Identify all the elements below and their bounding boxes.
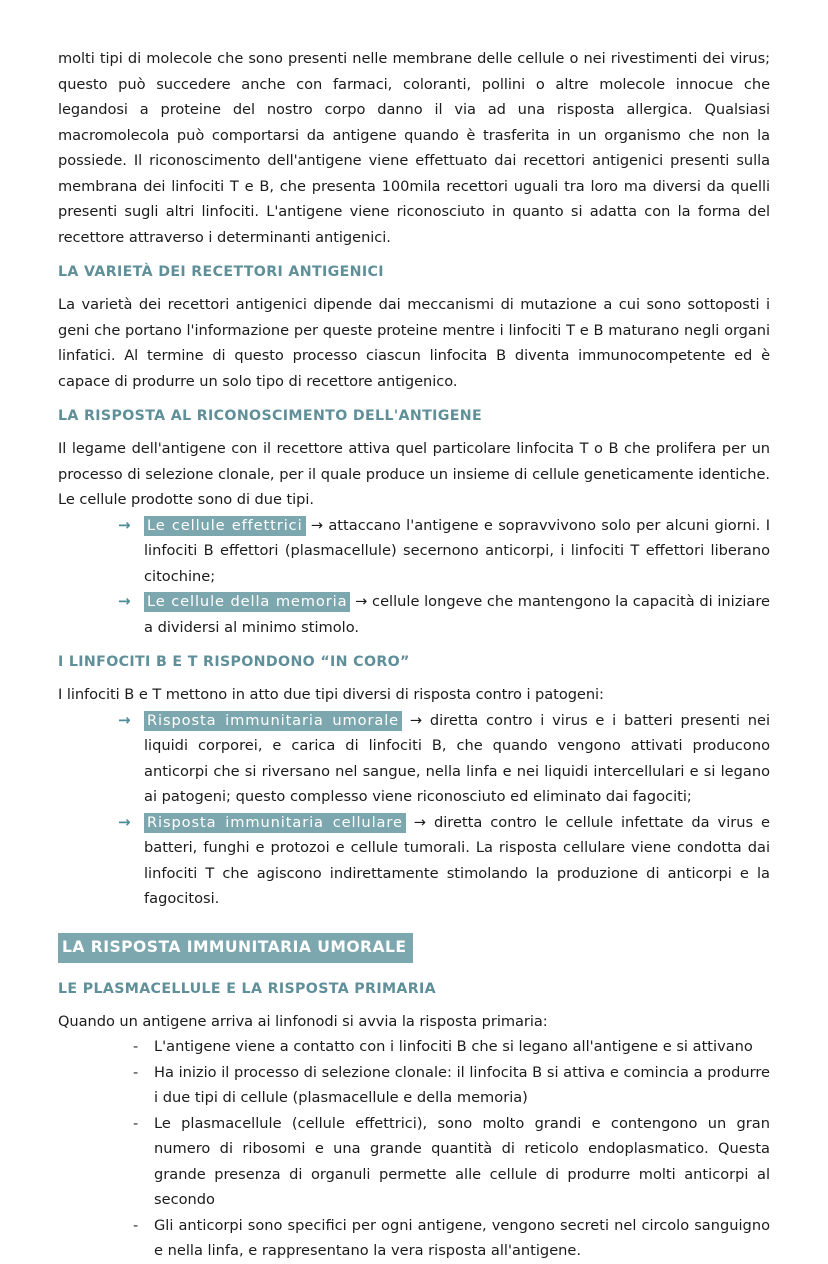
list-risposta-primaria bbox=[58, 1034, 770, 1264]
arrow-bullet-icon: → bbox=[118, 812, 131, 831]
highlight-term: Le cellule effettrici bbox=[144, 516, 306, 536]
heading-plasmacellule: LE PLASMACELLULE E LA RISPOSTA PRIMARIA bbox=[58, 980, 436, 997]
list-item-text: diretta contro le cellule infettate da virus e batteri, funghi e protozoi e cellule tumorali. La risposta cellulare viene condotta dai linfociti T che agiscono indirettamente stimolando la produzione di anticorpi e la fagocitosi. bbox=[144, 813, 771, 907]
list-item-text: L'antigene viene a contatto con i linfociti B che si legano all'antigene e si attivano bbox=[154, 1038, 753, 1055]
list-item bbox=[58, 1060, 770, 1111]
list-item-text: attaccano l'antigene e sopravvivono solo per alcuni giorni. I linfociti B effettori (plasmacellule) secernono anticorpi, i linfociti T effettori liberano citochine; bbox=[144, 516, 771, 585]
arrow-glyph-icon: → bbox=[413, 813, 427, 831]
dash-bullet-icon: - bbox=[133, 1063, 139, 1081]
arrow-bullet-icon: → bbox=[118, 710, 131, 729]
list-cellule-tipi bbox=[58, 513, 770, 641]
banner-heading-label: LA RISPOSTA IMMUNITARIA UMORALE bbox=[58, 933, 413, 963]
list-item bbox=[58, 1034, 770, 1060]
heading-risposta-riconoscimento: LA RISPOSTA AL RICONOSCIMENTO DELL'ANTIGENE bbox=[58, 408, 483, 424]
arrow-glyph-icon: → bbox=[310, 516, 324, 534]
list-risposte-immunitarie bbox=[58, 708, 770, 912]
list-item bbox=[58, 513, 770, 590]
arrow-bullet-icon: → bbox=[118, 515, 131, 534]
list-item-text: cellule longeve che mantengono la capacità di iniziare a dividersi al minimo stimolo. bbox=[144, 593, 771, 636]
list-item-text: Ha inizio il processo di selezione clonale: il linfocita B si attiva e comincia a produrre i due tipi di cellule (plasmacellule e della memoria) bbox=[154, 1063, 770, 1106]
paragraph-varieta: La varietà dei recettori antigenici dipende dai meccanismi di mutazione a cui sono sottoposti i geni che portano l'informazione per queste proteine mentre i linfociti T e B maturano negli organi linfatici. Al termine di questo processo ciascun linfocita B diventa immunocompetente ed è capace di produrre un solo tipo di recettore antigenico. bbox=[58, 296, 770, 390]
list-item bbox=[58, 589, 770, 640]
highlight-term: Le cellule della memoria bbox=[144, 592, 350, 612]
arrow-glyph-icon: → bbox=[355, 593, 368, 610]
dash-bullet-icon: - bbox=[133, 1216, 139, 1234]
paragraph-plasmacellule: Quando un antigene arriva ai linfonodi si avvia la risposta primaria: bbox=[58, 1012, 548, 1030]
list-item-text: Gli anticorpi sono specifici per ogni antigene, vengono secreti nel circolo sanguigno e nella linfa, e rappresentano la vera risposta all'antigene. bbox=[154, 1216, 770, 1259]
arrow-separator-icon bbox=[406, 814, 414, 831]
arrow-separator-icon bbox=[402, 712, 410, 729]
intro-paragraph: molti tipi di molecole che sono presenti nelle membrane delle cellule o nei rivestimenti dei virus; questo può succedere anche con farmaci, coloranti, pollini o altre molecole innocue che legandosi a proteine del nostro corpo danno il via ad una risposta allergica. Qualsiasi macromolecola può comportarsi da antigene quando è trasferita in un organismo che non la possiede. Il riconoscimento dell'antigene viene effettuato dai recettori antigenici presenti sulla membrana dei linfociti T e B, che presenta 100mila recettori uguali tra loro ma diversi da quelli presenti sugli altri linfociti. L'antigene viene riconosciuto in quanto si adatta con la forma del recettore attraverso i determinanti antigenici. bbox=[58, 50, 770, 246]
list-item bbox=[58, 810, 770, 912]
list-item bbox=[58, 708, 770, 810]
arrow-glyph-icon: → bbox=[409, 711, 423, 729]
paragraph-risposta-riconoscimento: Il legame dell'antigene con il recettore attiva quel particolare linfocita T o B che prolifera per un processo di selezione clonale, per il quale produce un insieme di cellule geneticamente identiche. Le cellule prodotte sono di due tipi. bbox=[58, 440, 770, 508]
dash-bullet-icon: - bbox=[133, 1114, 139, 1132]
list-item-text: Le plasmacellule (cellule effettrici), sono molto grandi e contengono un gran numero di ribosomi e una grande quantità di reticolo endoplasmatico. Questa grande presenza di organuli permette alle cellule di produrre molti anticorpi al secondo bbox=[154, 1114, 770, 1208]
banner-heading-umorale bbox=[58, 933, 770, 963]
list-item bbox=[58, 1111, 770, 1213]
highlight-term: Risposta immunitaria umorale bbox=[144, 711, 402, 731]
list-item-text: diretta contro i virus e i batteri presenti nei liquidi corporei, e carica di linfociti B, che quando vengono attivati producono anticorpi che si riversano nel sangue, nella linfa e nei liquidi intercellulari e si legano ai patogeni; questo complesso viene riconosciuto ed eliminato dai fagociti; bbox=[144, 711, 771, 805]
heading-varieta-recettori: LA VARIETÀ DEI RECETTORI ANTIGENICI bbox=[58, 264, 384, 280]
heading-linfociti-coro: I LINFOCITI B E T RISPONDONO “IN CORO” bbox=[58, 654, 410, 670]
list-item bbox=[58, 1213, 770, 1264]
paragraph-linfociti-coro: I linfociti B e T mettono in atto due tipi diversi di risposta contro i patogeni: bbox=[58, 686, 604, 703]
highlight-term: Risposta immunitaria cellulare bbox=[144, 813, 406, 833]
arrow-bullet-icon: → bbox=[118, 592, 131, 610]
dash-bullet-icon: - bbox=[133, 1038, 139, 1055]
